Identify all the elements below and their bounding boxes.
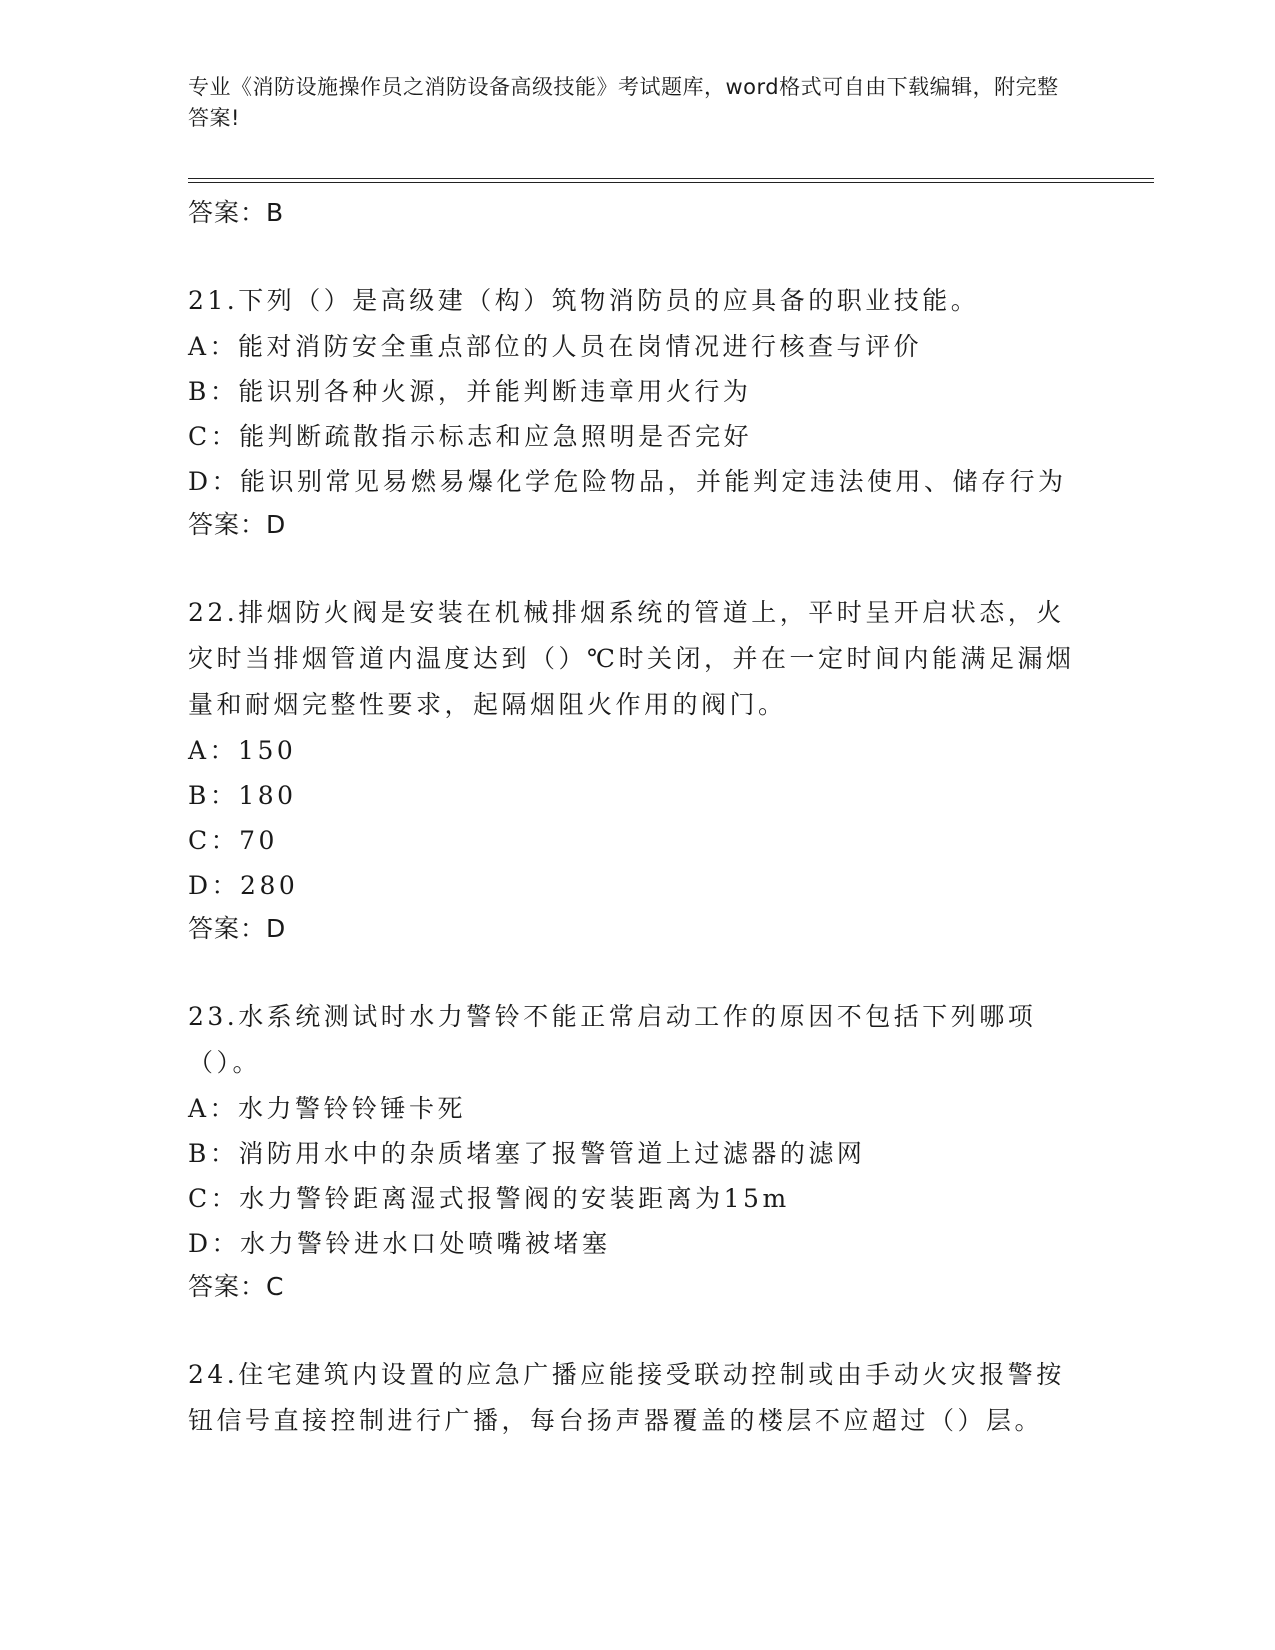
option-b: B：180	[188, 781, 297, 810]
question-stem: 23.水系统测试时水力警铃不能正常启动工作的原因不包括下列哪项（）。	[188, 1002, 1037, 1077]
header-divider-bottom	[188, 182, 1154, 183]
option-a: A：能对消防安全重点部位的人员在岗情况进行核查与评价	[188, 332, 923, 361]
option-a: A：水力警铃铃锤卡死	[188, 1094, 467, 1123]
question-stem: 22.排烟防火阀是安装在机械排烟系统的管道上，平时呈开启状态，火灾时当排烟管道内温度达到（）℃时关闭，并在一定时间内能满足漏烟量和耐烟完整性要求，起隔烟阻火作用的阀门。	[188, 598, 1075, 719]
answer-line: 答案：D	[188, 510, 287, 539]
option-c: C：70	[188, 826, 278, 855]
option-c: C：能判断疏散指示标志和应急照明是否完好	[188, 422, 753, 451]
question-stem: 21.下列（）是高级建（构）筑物消防员的应具备的职业技能。	[188, 286, 980, 315]
document-header: 专业《消防设施操作员之消防设备高级技能》考试题库，word格式可自由下载编辑，附完整答案!	[188, 75, 1059, 130]
option-b: B：能识别各种火源，并能判断违章用火行为	[188, 377, 752, 406]
header-divider-top	[188, 178, 1154, 179]
option-a: A：150	[188, 736, 297, 765]
option-b: B：消防用水中的杂质堵塞了报警管道上过滤器的滤网	[188, 1139, 866, 1168]
option-d: D：能识别常见易燃易爆化学危险物品，并能判定违法使用、储存行为	[188, 467, 1067, 496]
answer-line: 答案：B	[188, 198, 285, 227]
question-stem: 24.住宅建筑内设置的应急广播应能接受联动控制或由手动火灾报警按钮信号直接控制进行广播，每台扬声器覆盖的楼层不应超过（）层。	[188, 1360, 1065, 1435]
question-list	[188, 192, 1088, 1444]
option-c: C：水力警铃距离湿式报警阀的安装距离为15m	[188, 1184, 790, 1213]
question-21	[188, 278, 1088, 546]
option-d: D：水力警铃进水口处喷嘴被堵塞	[188, 1229, 611, 1258]
question-23	[188, 994, 1088, 1308]
question-22	[188, 590, 1088, 950]
answer-line: 答案：D	[188, 914, 287, 943]
question-24	[188, 1352, 1088, 1444]
answer-line: 答案：C	[188, 1272, 285, 1301]
option-d: D：280	[188, 871, 299, 900]
